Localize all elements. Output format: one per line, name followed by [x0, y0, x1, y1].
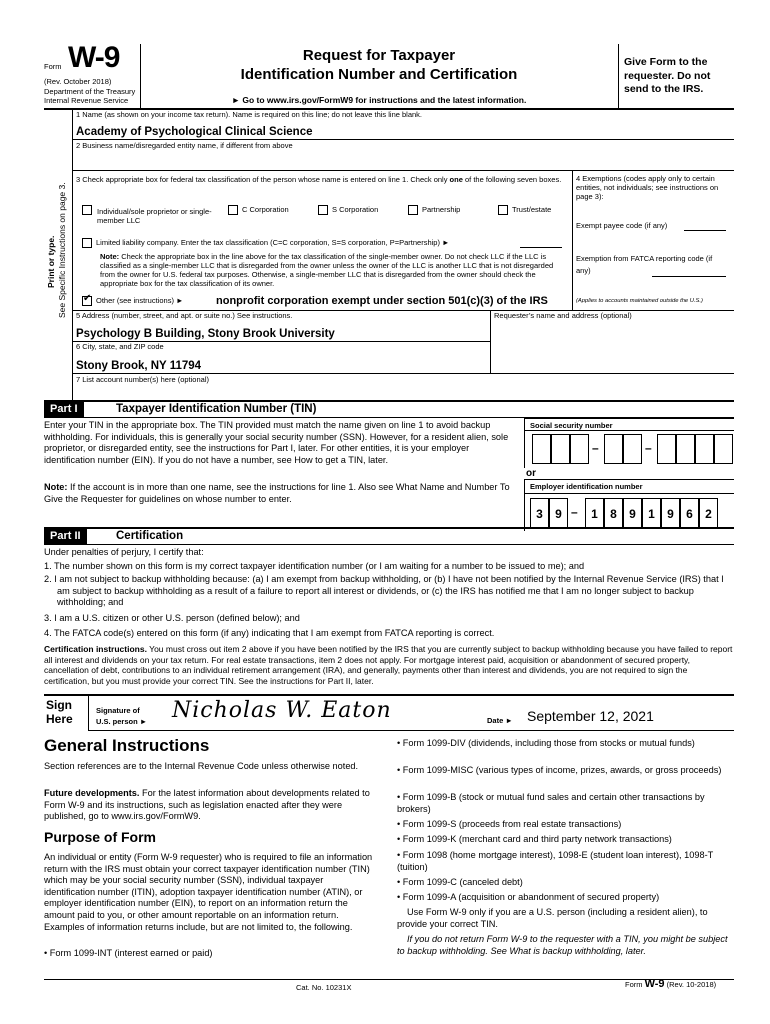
ein-digit-6[interactable]: 1 [642, 498, 661, 528]
footer-form: Form W-9 (Rev. 10-2018) [625, 978, 717, 990]
bullet-1099-misc: • Form 1099-MISC (various types of income, prizes, awards, or gross proceeds) [397, 765, 722, 775]
ssn-digit-4[interactable] [604, 434, 623, 464]
cert-item-4: 4. The FATCA code(s) entered on this form (if any) indicating that I am exempt from FATCA reporting is correct. [44, 628, 495, 638]
backup-withholding-text: If you do not return Form W-9 to the requester with a TIN, you might be subject to backup withholding. See What is backup withholding, later. [397, 934, 728, 956]
section-references: Section references are to the Internal Revenue Code unless otherwise noted. [44, 761, 359, 771]
department-text: Department of the Treasury [44, 87, 136, 96]
ein-digit-7[interactable]: 9 [661, 498, 680, 528]
other-classification-field[interactable]: nonprofit corporation exempt under section 501(c)(3) of the IRS [216, 295, 548, 307]
checkbox-llc-box[interactable] [82, 238, 92, 248]
requester-label: Requester’s name and address (optional) [494, 311, 632, 320]
ssn-digit-5[interactable] [623, 434, 642, 464]
checkbox-trust-label: Trust/estate [512, 205, 552, 214]
ssn-digit-7[interactable] [676, 434, 695, 464]
part2-tag: Part II [44, 529, 87, 544]
cert-instructions: Certification instructions. You must cross out item 2 above if you have been notified by the IRS that you are currently subject to backup withholding because you have failed to report all interest and dividends on your tax return. For real estate transactions, item 2 does not apply. For mortgage interest paid, acquisition or abandonment of secured property, cancellation of debt, contributions to an individual retirement arrangement (IRA), and generally, payments other than interest and dividends, you are not required to sign the certification, but you must provide your correct TIN. See the instructions for Part II, later. [44, 644, 733, 686]
bullet-1099-k: • Form 1099-K (merchant card and third party network transactions) [397, 834, 672, 844]
part1-note: Note: If the account is in more than one name, see the instructions for line 1. Also see What Name and Number To Give the Requester for guidelines on whose number to enter. [44, 482, 510, 504]
ssn-digit-6[interactable] [657, 434, 676, 464]
line7-label: 7 List account number(s) here (optional) [76, 375, 209, 384]
ssn-digit-2[interactable] [551, 434, 570, 464]
form-name: W-9 [68, 41, 120, 74]
sign-here-label: Sign Here [46, 698, 73, 726]
bullet-1099-div: • Form 1099-DIV (dividends, including those from stocks or mutual funds) [397, 738, 695, 748]
bullet-1099-b: • Form 1099-B (stock or mutual fund sales and certain other transactions by brokers) [397, 792, 705, 814]
ein-dash: – [571, 505, 578, 519]
ssn-digit-8[interactable] [695, 434, 714, 464]
bullet-1099-int: • Form 1099-INT (interest earned or paid) [44, 948, 213, 958]
print-or-type-label: Print or type. [46, 235, 56, 288]
cert-item-3: 3. I am a U.S. citizen or other U.S. person (defined below); and [44, 613, 300, 623]
ssn-label: Social security number [530, 421, 613, 430]
checkbox-partnership[interactable] [408, 205, 460, 215]
ein-digit-9[interactable]: 2 [699, 498, 718, 528]
revision-text: (Rev. October 2018) [44, 77, 112, 86]
line1-label: 1 Name (as shown on your income tax return). Name is required on this line; do not leave this line blank. [76, 110, 423, 119]
checkbox-c-corp[interactable] [228, 205, 289, 215]
line6-label: 6 City, state, and ZIP code [76, 342, 164, 351]
checkbox-s-corp-box[interactable] [318, 205, 328, 215]
bullet-1099-a: • Form 1099-A (acquisition or abandonment of secured property) [397, 892, 660, 902]
part2-intro: Under penalties of perjury, I certify that: [44, 547, 204, 557]
bullet-1098: • Form 1098 (home mortgage interest), 1098-E (student loan interest), 1098-T (tuition) [397, 850, 714, 872]
purpose-text: An individual or entity (Form W-9 requester) who is required to file an information return with the IRS must obtain your correct taxpayer identification number (TIN) which may be your social security number (SSN), individual taxpayer identification number (ITIN), adoption taxpayer identification number (ATIN), or employer identification number (EIN), to report on an information return the amount paid to you, or other amount reportable on an information return. Examples of information returns include, but are not limited to, the following. [44, 852, 373, 932]
checkbox-llc-label: Limited liability company. Enter the tax classification (C=C corporation, S=S corporation, P=Partnership) ► [96, 238, 450, 247]
checkbox-other[interactable] [82, 296, 183, 306]
cert-item-1: 1. The number shown on this form is my correct taxpayer identification number (or I am waiting for a number to be issued to me); and [44, 561, 585, 571]
future-developments: Future developments. For the latest information about developments related to Form W-9 and its instructions, such as legislation enacted after they were published, go to www.irs.gov/FormW9. [44, 788, 370, 822]
part1-title: Taxpayer Identification Number (TIN) [116, 403, 317, 415]
ein-label: Employer identification number [530, 482, 643, 491]
part1-tag: Part I [44, 402, 84, 417]
ein-digit-1[interactable]: 3 [530, 498, 549, 528]
checkbox-partnership-box[interactable] [408, 205, 418, 215]
ssn-dash-1: – [592, 441, 599, 455]
checkbox-c-corp-box[interactable] [228, 205, 238, 215]
checkbox-partnership-label: Partnership [422, 205, 461, 214]
ssn-digit-9[interactable] [714, 434, 733, 464]
line6-city-field[interactable]: Stony Brook, NY 11794 [76, 360, 202, 372]
fatca-code-field[interactable] [652, 276, 726, 277]
ein-digit-2[interactable]: 9 [549, 498, 568, 528]
part1-text: Enter your TIN in the appropriate box. The TIN provided must match the name given on line 1 to avoid backup withholding. For individuals, this is generally your social security number (SSN). However, for a resident alien, sole proprietor, or disregarded entity, see the instructions for Part I, later. For other entities, it is your employer identification number (EIN). If you do not have a number, see How to get a TIN, later. [44, 420, 509, 465]
form-title-line2: Identification Number and Certification [240, 66, 518, 83]
date-field[interactable]: September 12, 2021 [527, 708, 654, 724]
checkbox-individual[interactable] [82, 205, 217, 225]
line5-label: 5 Address (number, street, and apt. or suite no.) See instructions. [76, 311, 293, 320]
general-instructions-title: General Instructions [44, 736, 210, 755]
or-label: or [526, 468, 536, 479]
purpose-title: Purpose of Form [44, 829, 157, 845]
goto-instructions: ► Go to www.irs.gov/FormW9 for instructions and the latest information. [231, 95, 527, 105]
ssn-dash-2: – [645, 441, 652, 455]
requester-field[interactable] [492, 322, 732, 372]
checkbox-other-box[interactable] [82, 296, 92, 306]
form-title-line1: Request for Taxpayer [302, 47, 456, 64]
ein-digit-4[interactable]: 8 [604, 498, 623, 528]
ein-digit-5[interactable]: 9 [623, 498, 642, 528]
part2-title: Certification [116, 530, 184, 542]
line5-address-field[interactable]: Psychology B Building, Stony Brook University [76, 328, 335, 340]
form-label: Form [44, 62, 62, 71]
checkbox-trust-box[interactable] [498, 205, 508, 215]
ssn-digit-3[interactable] [570, 434, 589, 464]
use-form-text: Use Form W-9 only if you are a U.S. person (including a resident alien), to provide your correct TIN. [397, 907, 708, 929]
catalog-number: Cat. No. 10231X [296, 983, 352, 992]
checkbox-c-corp-label: C Corporation [242, 205, 289, 214]
cert-item-2: 2. I am not subject to backup withholding because: (a) I am exempt from backup withholding, or (b) I have not been notified by the Internal Revenue Service (IRS) that I am subject to backup withholding as a result of a failure to report all interest or dividends, or (c) the IRS has notified me that I am no longer subject to backup withholding; and [44, 574, 724, 608]
checkbox-individual-label: Individual/sole proprietor or single-member LLC [97, 207, 212, 225]
exempt-payee-label: Exempt payee code (if any) [576, 221, 668, 230]
checkbox-s-corp[interactable] [318, 205, 378, 215]
line1-name-field[interactable]: Academy of Psychological Clinical Science [76, 126, 313, 138]
checkbox-individual-box[interactable] [82, 205, 92, 215]
line2-label: 2 Business name/disregarded entity name, if different from above [76, 141, 293, 150]
signature-label: Signature of U.S. person ► [96, 706, 148, 726]
exempt-payee-field[interactable] [684, 230, 726, 231]
checkbox-other-label: Other (see instructions) ► [96, 296, 184, 305]
ein-digit-3[interactable]: 1 [585, 498, 604, 528]
line2-business-name-field[interactable] [76, 154, 726, 168]
llc-note: Note: Check the appropriate box in the line above for the tax classification of the single-member owner. Do not check LLC if the LLC is classified as a single-member LLC that is disregarded from the owner unless the owner of the LLC is another LLC that is not disregarded from the owner for U.S. federal tax purposes. Otherwise, a single-member LLC that is disregarded from the owner should check the appropriate box for the tax classification of its owner. [100, 252, 554, 288]
give-form-note: Give Form to the requester. Do not send to the IRS. [624, 56, 711, 95]
signature-field[interactable]: Nicholas W. Eaton [172, 698, 392, 723]
specific-instructions-label: See Specific Instructions on page 3. [57, 182, 67, 318]
fatca-label: Exemption from FATCA reporting code (if any) [576, 254, 713, 275]
ein-digit-8[interactable]: 6 [680, 498, 699, 528]
line4-exemptions-label: 4 Exemptions (codes apply only to certain entities, not individuals; see instructions on page 3): [576, 174, 719, 201]
bullet-1099-s: • Form 1099-S (proceeds from real estate transactions) [397, 819, 622, 829]
llc-classification-field[interactable] [520, 247, 562, 248]
fatca-applies-note: (Applies to accounts maintained outside the U.S.) [576, 298, 703, 304]
date-label: Date ► [487, 716, 513, 725]
line3-label: 3 Check appropriate box for federal tax classification of the person whose name is entered on line 1. Check only one of the following seven boxes. [76, 175, 562, 184]
line7-account-field[interactable] [76, 386, 726, 400]
bullet-1099-c: • Form 1099-C (canceled debt) [397, 877, 523, 887]
ssn-digit-1[interactable] [532, 434, 551, 464]
checkbox-trust[interactable] [498, 205, 551, 215]
checkbox-s-corp-label: S Corporation [332, 205, 379, 214]
service-text: Internal Revenue Service [44, 96, 129, 105]
checkbox-llc[interactable] [82, 238, 450, 248]
